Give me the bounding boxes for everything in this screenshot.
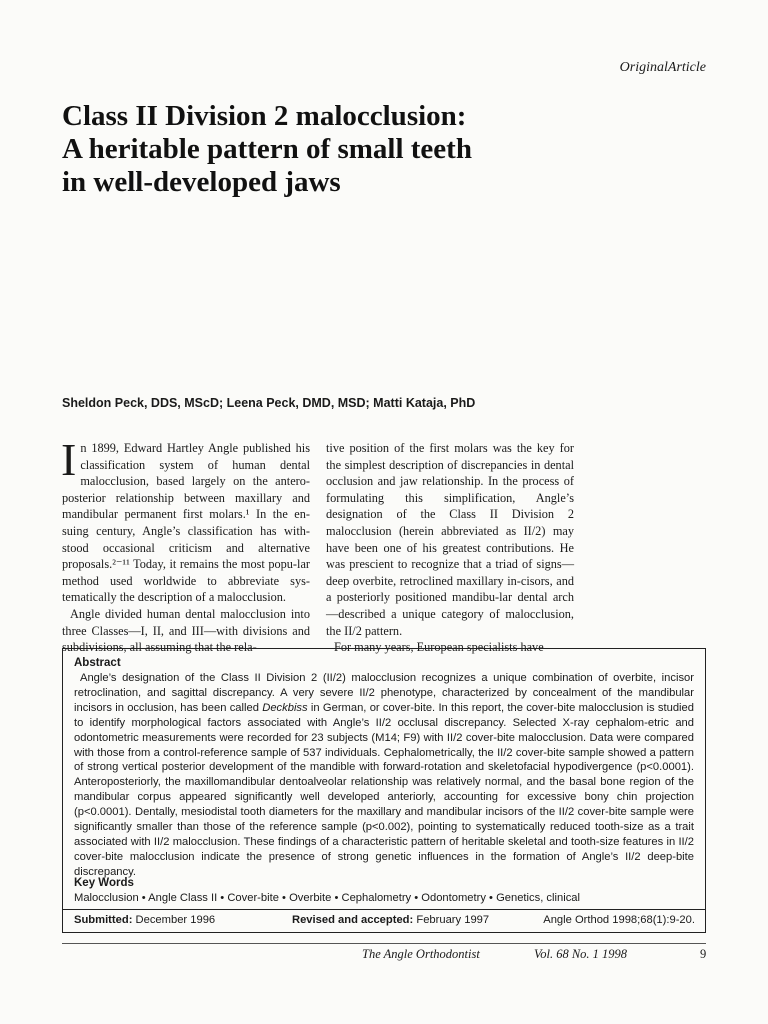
paragraph-text: n 1899, Edward Hartley Angle published his classification system of human dental malocclusion, based largely on the antero-posterior relationship between maxillary and mandibular permanent first molars.¹ In the en-suing century, Angle’s classification has with-stood occasional criticism and alternative proposals.²⁻¹¹ Today, it remains the most popu-lar method used worldwide to abbreviate sys-tematically the description of a malocclusion. — [62, 441, 310, 605]
article-title: Class II Division 2 malocclusion: A heritable pattern of small teeth in well-developed jaws — [62, 100, 472, 198]
revised-label: Revised and accepted: — [292, 914, 414, 926]
submitted-date — [74, 914, 215, 926]
author-list: Sheldon Peck, DDS, MScD; Leena Peck, DMD, MSD; Matti Kataja, PhD — [62, 396, 476, 410]
revised-date — [292, 914, 489, 926]
abstract-heading: Abstract — [74, 657, 121, 669]
footer-journal-name: The Angle Orthodontist — [362, 947, 480, 961]
paragraph: tive position of the first molars was the key for the simplest description of discrepancies in dental occlusion and jaw relationship. In the process of formulating this simplification, Angle’s designation of the Class II Division 2 malocclusion (herein abbreviated as II/2) may have been one of his greatest contributions. He was prescient to recognize that a triad of signs—deep overbite, retroclined maxillary in-cisors, and a posteriorly positioned mandibu-lar dental arch—described a unique category of malocclusion, the II/2 pattern. — [326, 441, 574, 638]
footer-divider — [62, 943, 706, 944]
paragraph: For many years, European specialists have — [334, 640, 544, 655]
submitted-label: Submitted: — [74, 914, 133, 926]
section-label: OriginalArticle — [619, 60, 706, 75]
paragraph — [61, 434, 310, 606]
paragraph: Angle divided human dental malocclusion into three Classes—I, II, and III—with divisions and subdivisions, all assuming that the rela- — [62, 606, 310, 655]
abstract-term-italic: Deckbiss — [262, 701, 308, 714]
keywords-list: Malocclusion • Angle Class II • Cover-bite • Overbite • Cephalometry • Odontometry • Genetics, clinical — [74, 892, 581, 904]
body-column-left — [61, 434, 310, 656]
body-column-right — [326, 440, 574, 656]
abstract-text — [74, 671, 694, 880]
submitted-value: December 1996 — [132, 914, 216, 926]
drop-cap: I — [61, 434, 77, 485]
footer-volume: Vol. 68 No. 1 1998 — [534, 947, 628, 961]
abstract-box — [62, 648, 706, 933]
page-number: 9 — [700, 947, 707, 961]
abstract-text-part: Angle’s designation of the Class II Division 2 (II/2) malocclusion recognizes a unique combination of overbite, incisor retroclination, and sagittal discrepancy. A very severe II/2 phenotype, characterized by concealment of the mandibular incisors in occlusion, has been called — [74, 672, 694, 714]
keywords-heading: Key Words — [74, 877, 134, 889]
revised-value: February 1997 — [413, 914, 490, 926]
divider — [63, 909, 705, 910]
citation: Angle Orthod 1998;68(1):9-20. — [543, 914, 695, 926]
abstract-text-part: in German, or cover-bite. In this report, the cover-bite malocclusion is studied to identify morphological factors associated with Angle’s II/2 occlusal discrepancy. Selected X-ray cephalom-etric and odontometric measurements were recorded for 23 subjects (M14; F9) with II/2 cover-bite malocclusion. Data were compared with those from a control-reference sample of 537 individuals. Cephalometrically, the II/2 cover-bite sample showed a pattern of strong vertical posterior development of the mandible with forward-rotation and skeletofacial hypodivergence (p<0.0001). Anteroposteriorly, the maxillomandibular dentoalveolar relationship was relatively normal, and the basal bone region of the mandibular corpus appeared significantly well developed anteriorly, accounting for excessive bony chin projection (p<0.0001). Dentally, mesiodistal tooth diameters for the maxillary and mandibular incisors of the II/2 cover-bite sample were significantly smaller than those of the reference sample (p<0.002), pointing to systematically reduced tooth-size as a trait associated with II/2 malocclusion. These findings of a characteristic pattern of heritable skeletal and tooth-size features in II/2 cover-bite malocclusion indicate the presence of strong genetic influences in the formation of Angle’s II/2 deep-bite discrepancy. — [74, 701, 694, 878]
